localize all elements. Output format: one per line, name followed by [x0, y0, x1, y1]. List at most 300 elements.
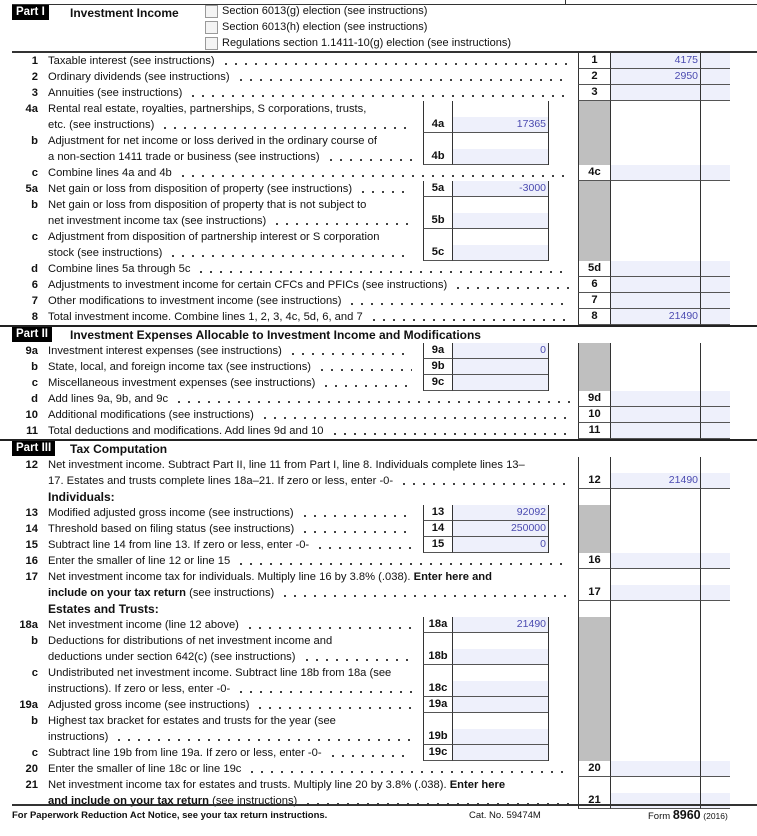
sub-box-divider: [548, 537, 578, 553]
description-line: [48, 197, 420, 213]
line-box-label: [423, 197, 452, 229]
line-number: 4a: [25, 103, 38, 115]
cents-field-17[interactable]: [700, 569, 730, 601]
amount-field-9c[interactable]: [452, 375, 548, 391]
dot-leader: [358, 181, 412, 197]
amount-input[interactable]: [453, 649, 548, 664]
cents-input[interactable]: [701, 407, 730, 422]
amount-field-13[interactable]: [452, 505, 548, 521]
cents-input[interactable]: [701, 165, 730, 180]
line-number: d: [31, 393, 38, 405]
description-line: [48, 423, 578, 439]
sub-box-divider: [548, 633, 578, 665]
amount-value: 250000: [510, 522, 546, 534]
amount-field-10[interactable]: [610, 407, 700, 423]
amount-value: 21490: [668, 474, 698, 486]
line-box-number: 9b: [431, 360, 445, 372]
description-line: [48, 293, 578, 309]
cents-input[interactable]: [701, 423, 730, 438]
line-description: [48, 229, 420, 261]
line-box-number: 18a: [428, 618, 448, 630]
form-line-5a: [0, 181, 757, 197]
dot-leader: [288, 343, 412, 359]
description-line: [48, 407, 578, 423]
amount-input[interactable]: [611, 277, 700, 292]
amount-input[interactable]: [611, 261, 700, 276]
amount-field-9d[interactable]: [610, 391, 700, 407]
form-line-18c: [0, 665, 757, 697]
line-number: c: [31, 747, 38, 759]
amount-input[interactable]: [453, 117, 548, 132]
line-box-label: [423, 697, 452, 713]
section-heading-row: [0, 489, 757, 505]
part-label: Part III: [12, 441, 55, 456]
sub-box-divider: [548, 521, 578, 537]
amount-field-1[interactable]: [610, 53, 700, 69]
amount-input[interactable]: [453, 343, 548, 358]
dot-leader: [330, 423, 570, 439]
cents-column-divider: [700, 617, 730, 633]
shaded-column: [578, 359, 610, 375]
line-box-label: [578, 277, 610, 293]
amount-input[interactable]: [611, 69, 700, 84]
cents-column-divider: [700, 489, 730, 505]
amount-field-2[interactable]: [610, 69, 700, 85]
cents-field-11[interactable]: [700, 423, 730, 439]
amount-column-divider: [610, 375, 700, 391]
sub-box-divider: [548, 665, 578, 697]
line-box-label: [423, 745, 452, 761]
amount-input[interactable]: [453, 213, 548, 228]
amount-field-5d[interactable]: [610, 261, 700, 277]
description-text: Ordinary dividends (see instructions): [48, 71, 230, 83]
line-number: 6: [31, 279, 38, 291]
form-line-17: [0, 569, 757, 601]
sub-box-divider: [548, 505, 578, 521]
description-line: [48, 229, 420, 245]
form-lines: [0, 53, 757, 809]
description-line: [48, 117, 420, 133]
dot-leader: [247, 761, 570, 777]
line-box-label: [423, 359, 452, 375]
cents-column-divider: [700, 601, 730, 617]
cents-input[interactable]: [701, 391, 730, 406]
line-box-label: [423, 521, 452, 537]
cents-input[interactable]: [701, 53, 730, 68]
amount-input[interactable]: [453, 359, 548, 374]
line-description: [48, 617, 420, 633]
amount-field-12[interactable]: [610, 457, 700, 489]
line-box-label: [578, 85, 610, 101]
description-line: [48, 261, 578, 277]
description-line: [48, 245, 420, 261]
amount-field-16[interactable]: [610, 553, 700, 569]
line-number: 20: [25, 763, 38, 775]
description-text: Combine lines 5a through 5c: [48, 263, 191, 275]
line-number: 2: [31, 71, 38, 83]
amount-field-7[interactable]: [610, 293, 700, 309]
amount-input[interactable]: [611, 391, 700, 406]
line-number: 1: [31, 55, 38, 67]
cents-field-16[interactable]: [700, 553, 730, 569]
line-box-number: 19b: [428, 730, 448, 742]
line-number: 8: [31, 311, 38, 323]
form-line-18a: [0, 617, 757, 633]
line-box-label: [423, 665, 452, 697]
description-emphasis: include on your tax return: [48, 587, 186, 599]
cents-field-2[interactable]: [700, 69, 730, 85]
line-box-number: 12: [588, 474, 601, 486]
sub-box-divider: [548, 197, 578, 229]
dot-leader: [399, 473, 570, 489]
description-text: Subtract line 14 from line 13. If zero or less, enter -0-: [48, 539, 310, 551]
form-line-4a: [0, 101, 757, 133]
dot-leader: [160, 117, 412, 133]
description-line: [48, 681, 420, 697]
amount-field-5b[interactable]: [452, 197, 548, 229]
form-footer: [12, 804, 757, 826]
amount-input[interactable]: [453, 681, 548, 696]
amount-input[interactable]: [611, 423, 700, 438]
amount-input[interactable]: [611, 165, 700, 180]
line-number: 19a: [19, 699, 38, 711]
line-box-label: [578, 457, 610, 489]
amount-column-divider: [610, 101, 700, 133]
form-line-5c: [0, 229, 757, 261]
cents-input[interactable]: [701, 761, 730, 776]
line-number: 14: [25, 523, 38, 535]
amount-input[interactable]: [611, 293, 700, 308]
line-box-label: [423, 181, 452, 197]
description-line: [48, 149, 420, 165]
cents-field-12[interactable]: [700, 457, 730, 489]
sub-box-divider: [548, 229, 578, 261]
description-line: [48, 165, 578, 181]
line-box-label: [423, 537, 452, 553]
description-text: a non-section 1411 trade or business (see instructions): [48, 151, 320, 163]
description-line: [48, 617, 420, 633]
part-header: [0, 439, 757, 457]
amount-field-3[interactable]: [610, 85, 700, 101]
form-line-5b: [0, 197, 757, 229]
description-text: State, local, and foreign income tax (see instructions): [48, 361, 312, 373]
description-line: [48, 697, 420, 713]
amount-input[interactable]: [611, 407, 700, 422]
line-number: b: [31, 135, 38, 147]
line-box-number: 9c: [431, 376, 445, 388]
form-line-2: [0, 69, 757, 85]
amount-input[interactable]: [453, 245, 548, 260]
description-text: instructions). If zero or less, enter -0-: [48, 683, 231, 695]
line-number: b: [31, 715, 38, 727]
description-line: [48, 181, 420, 197]
description-text: Annuities (see instructions): [48, 87, 183, 99]
description-text: Total investment income. Combine lines 1, 2, 3, 4c, 5d, 6, and 7: [48, 311, 363, 323]
amount-input[interactable]: [611, 85, 700, 100]
line-box-label: [578, 569, 610, 601]
description-text: 17. Estates and trusts complete lines 18a–21. If zero or less, enter -0-: [48, 475, 394, 487]
line-box-number: 6: [591, 278, 598, 290]
sub-box-divider: [548, 375, 578, 391]
form-line-18b: [0, 633, 757, 665]
line-description: [48, 197, 420, 229]
line-box-number: 17: [588, 586, 601, 598]
description-emphasis: Enter here and: [413, 571, 492, 583]
description-text: Taxable interest (see instructions): [48, 55, 215, 67]
cents-input[interactable]: [701, 69, 730, 84]
amount-field-8[interactable]: [610, 309, 700, 325]
cents-field-6[interactable]: [700, 277, 730, 293]
description-text: Total deductions and modifications. Add lines 9d and 10: [48, 425, 324, 437]
section-heading: Individuals:: [48, 490, 115, 504]
line-number: b: [31, 199, 38, 211]
amount-field-15[interactable]: [452, 537, 548, 553]
description-text: Additional modifications (see instructions): [48, 409, 254, 421]
amount-input[interactable]: [453, 375, 548, 390]
amount-input[interactable]: [611, 473, 700, 488]
description-text: Net investment income tax for individuals. Multiply line 16 by 3.8% (.038).: [48, 571, 414, 583]
dot-leader: [369, 309, 570, 325]
description-line: [48, 761, 578, 777]
amount-field-18c[interactable]: [452, 665, 548, 697]
cents-column-divider: [700, 133, 730, 165]
description-line: [48, 633, 420, 649]
line-box-number: 16: [588, 554, 601, 566]
shaded-column: [578, 133, 610, 165]
line-box-number: 13: [431, 506, 445, 518]
form-line-19c: [0, 745, 757, 761]
line-number: c: [31, 377, 38, 389]
amount-input[interactable]: [453, 521, 548, 536]
dot-leader: [453, 277, 570, 293]
cents-input[interactable]: [701, 309, 730, 324]
cents-field-10[interactable]: [700, 407, 730, 423]
line-description: [48, 101, 420, 133]
description-text: deductions under section 642(c) (see instructions): [48, 651, 296, 663]
amount-field-4c[interactable]: [610, 165, 700, 181]
line-box-number: 5c: [431, 246, 445, 258]
amount-field-9b[interactable]: [452, 359, 548, 375]
description-text: Net gain or loss from disposition of property that is not subject to: [48, 199, 367, 211]
amount-input[interactable]: [611, 553, 700, 568]
dot-leader: [326, 149, 412, 165]
amount-input[interactable]: [611, 53, 700, 68]
amount-input[interactable]: [453, 697, 548, 712]
amount-input[interactable]: [611, 585, 700, 600]
cents-input[interactable]: [701, 473, 730, 488]
description-line: [48, 101, 420, 117]
description-line: [48, 53, 578, 69]
amount-field-9a[interactable]: [452, 343, 548, 359]
amount-input[interactable]: [453, 149, 548, 164]
amount-field-19b[interactable]: [452, 713, 548, 745]
cents-input[interactable]: [701, 553, 730, 568]
description-text: Adjusted gross income (see instructions): [48, 699, 250, 711]
line-number: b: [31, 361, 38, 373]
line-box-label: [423, 133, 452, 165]
description-text: Net investment income tax for estates and trusts. Multiply line 20 by 3.8% (.038).: [48, 779, 450, 791]
line-description: [48, 745, 420, 761]
line-number: 18a: [19, 619, 38, 631]
shaded-column: [578, 745, 610, 761]
dot-leader: [114, 729, 412, 745]
amount-field-11[interactable]: [610, 423, 700, 439]
cents-field-3[interactable]: [700, 85, 730, 101]
amount-field-5c[interactable]: [452, 229, 548, 261]
amount-column-divider: [610, 601, 700, 617]
checkbox-6013h-label: Section 6013(h) election (see instructions): [222, 21, 428, 33]
checkbox-6013h[interactable]: [205, 21, 218, 34]
amount-field-4b[interactable]: [452, 133, 548, 165]
part-label: Part I: [12, 5, 49, 20]
line-description: [48, 423, 578, 439]
line-box-label: [578, 423, 610, 439]
dot-leader: [302, 649, 413, 665]
amount-field-20[interactable]: [610, 761, 700, 777]
line-box-label: [578, 293, 610, 309]
cents-field-4c[interactable]: [700, 165, 730, 181]
line-description: [48, 553, 578, 569]
dot-leader: [317, 359, 412, 375]
checkbox-6013g[interactable]: [205, 5, 218, 18]
description-line: [48, 777, 578, 793]
line-description: [48, 505, 420, 521]
amount-input[interactable]: [453, 729, 548, 744]
line-description: [48, 181, 420, 197]
description-line: [48, 537, 420, 553]
cents-field-8[interactable]: [700, 309, 730, 325]
amount-field-14[interactable]: [452, 521, 548, 537]
amount-field-19a[interactable]: [452, 697, 548, 713]
line-description: [48, 761, 578, 777]
amount-input[interactable]: [453, 181, 548, 196]
cents-input[interactable]: [701, 85, 730, 100]
dot-leader: [245, 617, 412, 633]
cents-field-7[interactable]: [700, 293, 730, 309]
sub-box-divider: [548, 713, 578, 745]
cents-field-9d[interactable]: [700, 391, 730, 407]
form-line-4b: [0, 133, 757, 165]
amount-column-divider: [610, 133, 700, 165]
form-id: [648, 808, 728, 822]
line-box-number: 20: [588, 762, 601, 774]
amount-field-19c[interactable]: [452, 745, 548, 761]
cents-input[interactable]: [701, 277, 730, 292]
description-line: [48, 85, 578, 101]
line-description: [48, 85, 578, 101]
line-box-number: 4b: [431, 150, 445, 162]
cents-input[interactable]: [701, 261, 730, 276]
amount-value: 92092: [516, 506, 546, 518]
dot-leader: [188, 85, 570, 101]
description-text: Adjustment for net income or loss derived in the ordinary course of: [48, 135, 377, 147]
sub-box-divider: [548, 617, 578, 633]
line-number: 5a: [25, 183, 38, 195]
amount-field-4a[interactable]: [452, 101, 548, 133]
description-text: Net investment income. Subtract Part II, line 11 from Part I, line 8. Individuals complete lines 13–: [48, 459, 525, 471]
amount-column-divider: [610, 665, 700, 697]
line-number: d: [31, 263, 38, 275]
form-line-3: [0, 85, 757, 101]
amount-value: 21490: [668, 310, 698, 322]
form-year: (2016): [703, 811, 728, 821]
shaded-column: [578, 101, 610, 133]
shaded-column: [578, 633, 610, 665]
part-label: Part II: [12, 327, 52, 342]
line-number: 10: [25, 409, 38, 421]
line-box-label: [578, 69, 610, 85]
description-text: Net gain or loss from disposition of property (see instructions): [48, 183, 353, 195]
amount-field-18b[interactable]: [452, 633, 548, 665]
cents-field-5d[interactable]: [700, 261, 730, 277]
shaded-column: [578, 343, 610, 359]
amount-input[interactable]: [453, 617, 548, 632]
checkbox-regulations-election[interactable]: [205, 37, 218, 50]
line-box-number: 19c: [428, 746, 448, 758]
amount-input[interactable]: [453, 537, 548, 552]
cents-column-divider: [700, 359, 730, 375]
amount-field-17[interactable]: [610, 569, 700, 601]
amount-value: -3000: [519, 182, 546, 194]
cents-field-1[interactable]: [700, 53, 730, 69]
amount-field-18a[interactable]: [452, 617, 548, 633]
shaded-column: [578, 697, 610, 713]
line-number: 9a: [25, 345, 38, 357]
amount-input[interactable]: [453, 745, 548, 760]
amount-column-divider: [610, 197, 700, 229]
checkbox-regulations-election-label: Regulations section 1.1411-10(g) election (see instructions): [222, 37, 512, 49]
amount-column-divider: [610, 505, 700, 521]
line-box-number: 10: [588, 408, 601, 420]
description-line: [48, 343, 420, 359]
description-line: [48, 213, 420, 229]
form-line-16: [0, 553, 757, 569]
line-number: 13: [25, 507, 38, 519]
line-box-label: [423, 375, 452, 391]
description-line: [48, 473, 578, 489]
line-box-label: [578, 261, 610, 277]
part-title: Investment Income: [70, 6, 179, 20]
description-text: instructions): [48, 731, 109, 743]
amount-input[interactable]: [453, 505, 548, 520]
amount-input[interactable]: [611, 309, 700, 324]
description-text: Subtract line 19b from line 19a. If zero or less, enter -0-: [48, 747, 322, 759]
line-box-number: 21: [588, 794, 601, 806]
amount-input[interactable]: [611, 761, 700, 776]
line-box-label: [423, 713, 452, 745]
cents-input[interactable]: [701, 585, 730, 600]
line-description: [48, 343, 420, 359]
sub-box-divider: [548, 343, 578, 359]
description-line: [48, 665, 420, 681]
cents-field-20[interactable]: [700, 761, 730, 777]
description-text: stock (see instructions): [48, 247, 163, 259]
line-description: [48, 457, 578, 489]
line-box-number: 14: [431, 522, 445, 534]
line-box-number: 18c: [428, 682, 448, 694]
amount-field-5a[interactable]: [452, 181, 548, 197]
line-box-label: [423, 617, 452, 633]
cents-input[interactable]: [701, 293, 730, 308]
line-description: [48, 133, 420, 165]
dot-leader: [315, 537, 412, 553]
amount-field-6[interactable]: [610, 277, 700, 293]
line-number: 3: [31, 87, 38, 99]
description-text: Rental real estate, royalties, partnerships, S corporations, trusts,: [48, 103, 367, 115]
description-line: [48, 133, 420, 149]
sub-box-divider: [548, 359, 578, 375]
sub-box-divider: [548, 133, 578, 165]
